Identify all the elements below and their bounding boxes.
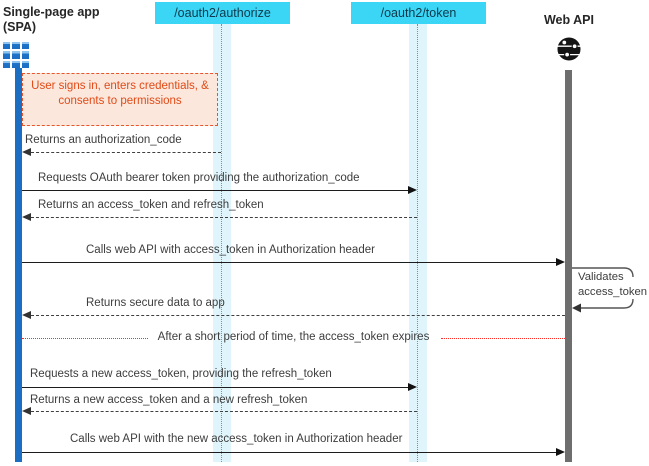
- message-label: Calls web API with the new access_token in Authorization header: [70, 433, 403, 445]
- return-line: [31, 152, 221, 153]
- return-line: [31, 217, 417, 218]
- arrowhead-right-icon: [556, 448, 565, 456]
- arrowhead-left-icon: [22, 311, 31, 319]
- message-label: Calls web API with access_token in Authorization header: [86, 244, 375, 256]
- token-lifeline: [417, 24, 418, 462]
- spa-title-line1: Single-page app: [3, 5, 100, 19]
- divider-label: After a short period of time, the access_token expires: [157, 331, 430, 343]
- authorize-endpoint-label: /oauth2/authorize: [174, 6, 271, 20]
- call-line: [22, 387, 409, 388]
- call-line: [22, 262, 556, 263]
- return-line: [31, 411, 417, 412]
- return-line: [31, 315, 565, 316]
- arrowhead-left-icon: [22, 407, 31, 415]
- app-grid-icon: [3, 42, 29, 68]
- message-label: Requests OAuth bearer token providing the authorization_code: [38, 172, 360, 184]
- call-line: [22, 190, 409, 191]
- webapi-title: Web API: [543, 13, 594, 27]
- message-label: Returns an access_token and refresh_token: [38, 199, 264, 211]
- spa-title: [3, 5, 100, 35]
- arrowhead-right-icon: [556, 258, 565, 266]
- token-endpoint-box: [351, 2, 486, 24]
- arrowhead-right-icon: [408, 186, 417, 194]
- message-label: Validates access_token: [578, 271, 648, 298]
- message-label: Returns an authorization_code: [25, 134, 182, 146]
- signin-note: User signs in, enters credentials, & consents to permissions: [22, 73, 218, 126]
- message-label: Returns a new access_token and a new refresh_token: [30, 394, 308, 406]
- spa-activation-bar: [15, 68, 22, 462]
- arrowhead-left-icon: [22, 148, 31, 156]
- divider-dotted-right: [441, 338, 565, 339]
- spa-title-line2: (SPA): [3, 20, 37, 34]
- token-lifeline-band: [409, 24, 427, 462]
- arrowhead-right-icon: [408, 383, 417, 391]
- call-line: [22, 452, 556, 453]
- message-label: Requests a new access_token, providing the refresh_token: [30, 368, 332, 380]
- authorize-endpoint-box: [155, 2, 290, 24]
- message-label: Returns secure data to app: [86, 297, 225, 309]
- arrowhead-left-icon: [22, 213, 31, 221]
- token-endpoint-label: /oauth2/token: [380, 6, 457, 20]
- globe-network-icon: [554, 34, 584, 64]
